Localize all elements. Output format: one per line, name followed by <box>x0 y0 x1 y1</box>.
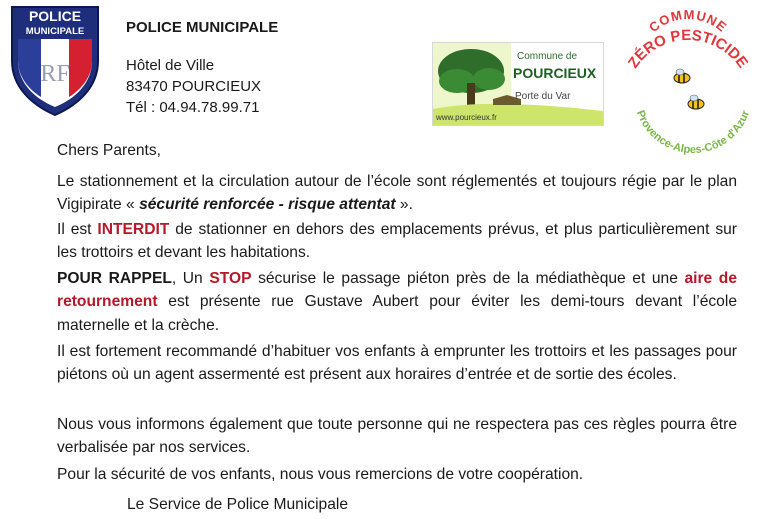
signature: Le Service de Police Municipale <box>127 496 349 513</box>
p3-stop: STOP <box>209 270 252 287</box>
paragraph-rappel <box>57 267 737 337</box>
svg-text:ZÉRO PESTICIDE <box>625 27 751 71</box>
paragraph-verbalisation: Nous vous informons également que toute personne qui ne respectera pas ces règles pourra être verbalisée par nos services. <box>57 416 737 457</box>
p1-emphasis: sécurité renforcée - risque attentat <box>139 196 396 214</box>
paragraph-recommandation: Il est fortement recommandé d’habituer vos enfants à emprunter les trottoirs et les passages pour piétons où un agent assermenté est présent aux horaires d’entrée et de sortie des écoles. <box>57 343 737 384</box>
badge-municipale-text: MUNICIPALE <box>25 26 85 37</box>
commune-arc-text: COMMUNE <box>646 6 731 36</box>
zero-pesticide-graphic <box>612 2 764 160</box>
porte-du-var-label: Porte du Var <box>515 91 571 102</box>
region-arc-text: Provence-Alpes-Côte d'Azur <box>633 108 753 157</box>
zero-pesticide-logo <box>612 2 764 160</box>
pourcieux-url: www.pourcieux.fr <box>436 113 497 122</box>
header-title: POLICE MUNICIPALE <box>126 19 279 36</box>
address-line-1: Hôtel de Ville <box>126 57 215 74</box>
p1-text: Le stationnement et la circulation autour de l’école sont réglementés et toujours régie par le plan Vigipirate « <box>57 173 737 214</box>
paragraph-vigipirate <box>57 170 737 217</box>
p2-interdit: INTERDIT <box>97 221 170 238</box>
badge-police-text: POLICE <box>28 8 82 24</box>
p3-text-f: est présente rue Gustave Aubert pour éviter les demi-tours devant l’école maternelle et la crèche. <box>57 293 737 334</box>
address-line-2: 83470 POURCIEUX <box>126 78 262 95</box>
phone-line: Tél : 04.94.78.99.71 <box>126 99 260 116</box>
paragraph-remerciements: Pour la sécurité de vos enfants, nous vous remercions de votre coopération. <box>57 466 584 483</box>
commune-de-label: Commune de <box>517 51 578 62</box>
p2-text-a: Il est <box>57 221 98 238</box>
p2-text-c: de stationner en dehors des emplacements prévus, et plus particulièrement sur les trottoirs et devant les habitations. <box>57 221 737 262</box>
commune-pourcieux-logo <box>432 42 604 126</box>
p1-end: ». <box>395 196 413 214</box>
p3-text-b: , Un <box>171 270 210 287</box>
zero-pesticide-arc-text: ZÉRO PESTICIDE <box>624 26 752 72</box>
badge-rf-text: RF <box>40 61 70 87</box>
police-badge-graphic <box>6 3 104 119</box>
bee-icon <box>674 69 690 83</box>
police-municipale-badge <box>6 3 104 119</box>
p3-pour-rappel: POUR RAPPEL <box>57 270 172 287</box>
p3-text-d: sécurise le passage piéton près de la médiathèque et une <box>251 270 685 287</box>
pourcieux-name: POURCIEUX <box>513 65 597 81</box>
paragraph-interdit <box>57 218 737 265</box>
salutation: Chers Parents, <box>57 142 162 159</box>
bee-icon <box>688 95 704 109</box>
p3-aire-retournement: aire de retournement <box>57 270 738 311</box>
